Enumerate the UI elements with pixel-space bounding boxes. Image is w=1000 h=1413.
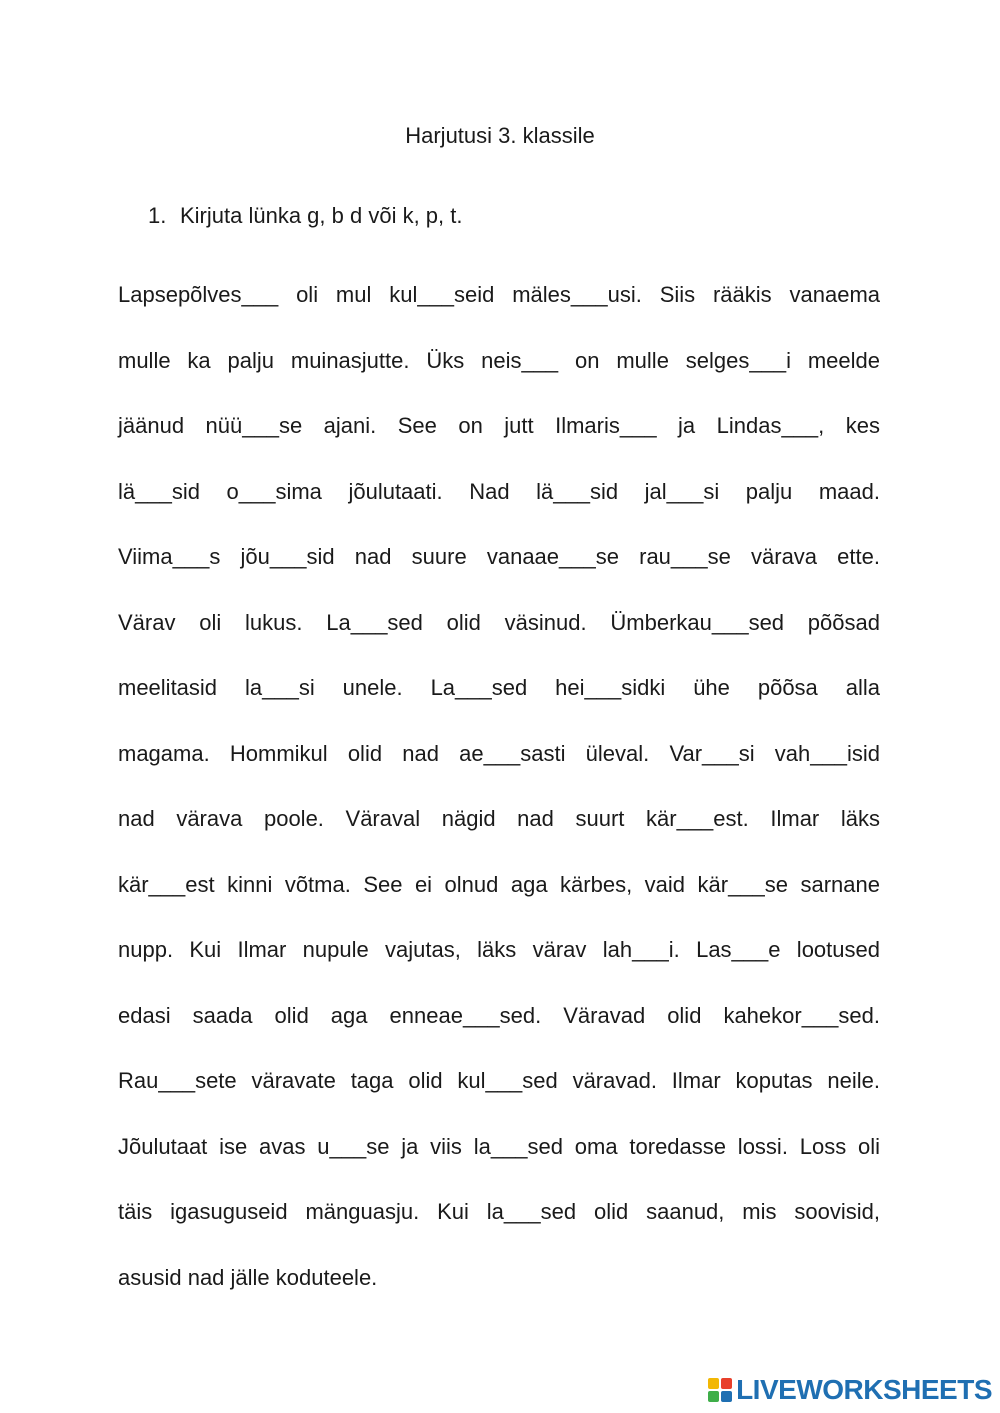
- exercise-number: 1.: [148, 203, 167, 228]
- worksheet-title: Harjutusi 3. klassile: [405, 123, 595, 148]
- passage-line: kär___est kinni võtma. See ei olnud aga kärbes, vaid kär___se sarnane: [118, 871, 880, 897]
- passage-line: Lapsepõlves___ oli mul kul___seid mäles___usi. Siis rääkis vanaema: [118, 282, 880, 307]
- logo-square-red: [721, 1378, 732, 1389]
- liveworksheets-logo-icon: [708, 1378, 732, 1402]
- exercise-instruction: [148, 201, 462, 231]
- passage-line: lä___sid o___sima jõulutaati. Nad lä___sid jal___si palju maad.: [118, 478, 880, 504]
- logo-square-green: [708, 1391, 719, 1402]
- passage-line: täis igasuguseid mänguasju. Kui la___sed olid saanud, mis soovisid,: [118, 1199, 880, 1224]
- logo-square-yellow: [708, 1378, 719, 1389]
- exercise-instruction-text: Kirjuta lünka g, b d või k, p, t.: [180, 203, 463, 228]
- liveworksheets-logo: [708, 1373, 992, 1407]
- fill-in-passage: [118, 278, 880, 1326]
- logo-square-blue: [721, 1391, 732, 1402]
- passage-line-last: asusid nad jälle koduteele.: [118, 1264, 378, 1290]
- passage-line: meelitasid la___si unele. La___sed hei___sidki ühe põõsa alla: [118, 675, 880, 700]
- passage-line: nupp. Kui Ilmar nupule vajutas, läks värav lah___i. Las___e lootused: [118, 937, 880, 962]
- passage-line: Jõulutaat ise avas u___se ja viis la___sed oma toredasse lossi. Loss oli: [118, 1133, 880, 1159]
- passage-line: Rau___sete väravate taga olid kul___sed väravad. Ilmar koputas neile.: [118, 1068, 880, 1093]
- passage-line: Värav oli lukus. La___sed olid väsinud. Ümberkau___sed põõsad: [118, 609, 880, 635]
- passage-line: edasi saada olid aga enneae___sed. Väravad olid kahekor___sed.: [118, 1002, 880, 1028]
- passage-line: magama. Hommikul olid nad ae___sasti üleval. Var___si vah___isid: [118, 740, 880, 766]
- passage-line: jäänud nüü___se ajani. See on jutt Ilmaris___ ja Lindas___, kes: [118, 413, 880, 438]
- liveworksheets-logo-text: LIVEWORKSHEETS: [736, 1374, 992, 1405]
- passage-line: Viima___s jõu___sid nad suure vanaae___se rau___se värava ette.: [118, 544, 880, 569]
- passage-line: nad värava poole. Väraval nägid nad suurt kär___est. Ilmar läks: [118, 806, 880, 831]
- passage-line: mulle ka palju muinasjutte. Üks neis___ on mulle selges___i meelde: [118, 347, 880, 373]
